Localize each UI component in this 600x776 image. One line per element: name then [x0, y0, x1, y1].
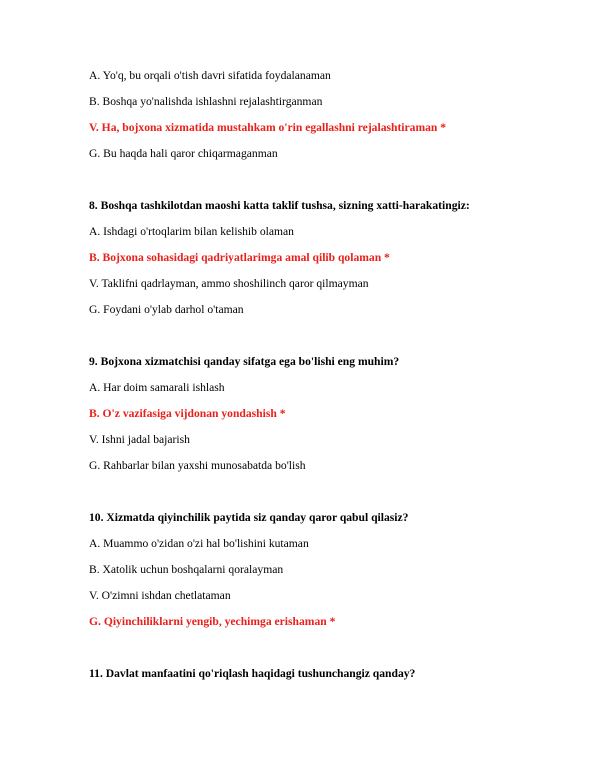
correct-answer-option: V. Ha, bojxona xizmatida mustahkam o'rin egallashni rejalashtiraman * — [89, 121, 447, 134]
correct-answer-option: B. Bojxona sohasidagi qadriyatlarimga amal qilib qolaman * — [89, 251, 390, 264]
answer-option: A. Muammo o'zidan o'zi hal bo'lishini kutaman — [89, 537, 309, 550]
answer-option: G. Rahbarlar bilan yaxshi munosabatda bo'lish — [89, 459, 306, 472]
question-text: 11. Davlat manfaatini qo'riqlash haqidagi tushunchangiz qanday? — [89, 667, 416, 680]
answer-option: B. Xatolik uchun boshqalarni qoralayman — [89, 563, 284, 576]
question-text: 9. Bojxona xizmatchisi qanday sifatga ega bo'lishi eng muhim? — [89, 355, 400, 368]
correct-answer-option: B. O'z vazifasiga vijdonan yondashish * — [89, 407, 286, 420]
question-text: 8. Boshqa tashkilotdan maoshi katta taklif tushsa, sizning xatti-harakatingiz: — [89, 199, 470, 212]
question-text: 10. Xizmatda qiyinchilik paytida siz qanday qaror qabul qilasiz? — [89, 511, 409, 524]
answer-option: A. Har doim samarali ishlash — [89, 381, 225, 394]
answer-option: A. Yo'q, bu orqali o'tish davri sifatida foydalanaman — [89, 69, 331, 82]
answer-option: V. Taklifni qadrlayman, ammo shoshilinch qaror qilmayman — [89, 277, 369, 290]
answer-option: G. Foydani o'ylab darhol o'taman — [89, 303, 244, 316]
answer-option: B. Boshqa yo'nalishda ishlashni rejalashtirganman — [89, 95, 323, 108]
correct-answer-option: G. Qiyinchiliklarni yengib, yechimga erishaman * — [89, 615, 336, 628]
answer-option: G. Bu haqda hali qaror chiqarmaganman — [89, 147, 278, 160]
answer-option: V. Ishni jadal bajarish — [89, 433, 190, 446]
answer-option: A. Ishdagi o'rtoqlarim bilan kelishib olaman — [89, 225, 294, 238]
answer-option: V. O'zimni ishdan chetlataman — [89, 589, 231, 602]
